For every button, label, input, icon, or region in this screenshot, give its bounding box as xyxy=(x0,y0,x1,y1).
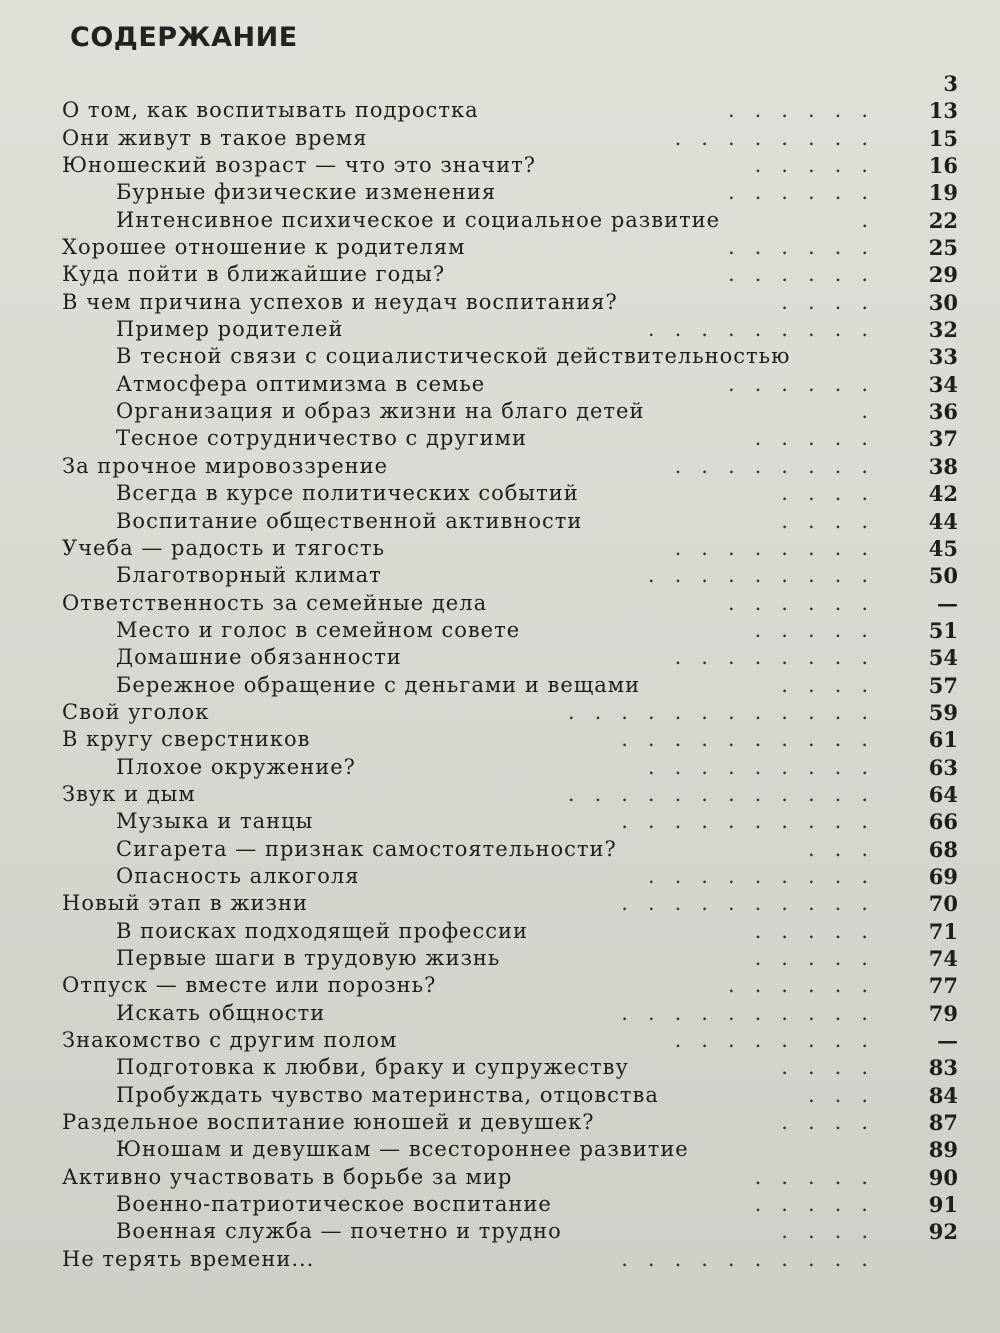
toc-leader-dots: ............ xyxy=(567,699,888,724)
toc-subentry xyxy=(62,1218,958,1245)
toc-page-number: 91 xyxy=(928,1192,958,1218)
toc-leader-dots: ...... xyxy=(727,371,888,396)
toc-leader-dots: ..... xyxy=(754,918,888,943)
toc-leader-dots: .... xyxy=(781,481,888,506)
toc-entry xyxy=(62,1164,958,1191)
toc-leader-dots: ...... xyxy=(727,262,888,287)
toc-page-number: 16 xyxy=(928,153,958,179)
toc-page-number: 54 xyxy=(928,645,958,671)
toc-subentry xyxy=(62,508,958,535)
toc-entry-title: Юношеский возраст — что это значит? xyxy=(62,153,537,178)
toc-leader-dots: ...... xyxy=(727,973,888,998)
toc-entry xyxy=(62,453,958,480)
toc-page-number: 13 xyxy=(928,98,958,124)
toc-subentry xyxy=(62,808,958,835)
toc-page-number: 74 xyxy=(928,946,958,971)
toc-entry-title: Ответственность за семейные дела xyxy=(62,590,488,615)
toc-entry-title: Пример родителей xyxy=(116,317,344,342)
toc-subentry xyxy=(62,1054,958,1081)
toc-leader-dots: .... xyxy=(781,1110,888,1135)
toc-entry-title: Куда пойти в ближайшие годы? xyxy=(62,262,446,287)
toc-leader-dots: .... xyxy=(781,1055,888,1080)
toc-page-number: 15 xyxy=(928,125,958,151)
toc-leader-dots: ..... xyxy=(754,426,888,451)
toc-page-number: 22 xyxy=(928,207,958,233)
toc-subentry xyxy=(62,1136,958,1163)
toc-page-number: 69 xyxy=(928,863,958,889)
toc-subentry xyxy=(62,644,958,671)
toc-page-number: 38 xyxy=(928,453,958,479)
toc-subentry xyxy=(62,371,958,398)
toc-entry-title: Не терять времени... xyxy=(62,1246,315,1271)
toc-entry xyxy=(62,70,958,97)
toc-page-number: 3 xyxy=(943,71,958,96)
toc-leader-dots: ...... xyxy=(727,180,888,205)
toc-page-number: 50 xyxy=(928,563,958,589)
toc-entry xyxy=(62,1109,958,1136)
toc-leader-dots: .......... xyxy=(621,1000,888,1025)
toc-entry xyxy=(62,699,958,726)
toc-subentry xyxy=(62,207,958,234)
toc-entry-title: В тесной связи с социалистической действительностью xyxy=(116,344,791,369)
toc-entry-title: Раздельное воспитание юношей и девушек? xyxy=(62,1110,595,1135)
toc-subentry xyxy=(62,836,958,863)
toc-subentry xyxy=(62,918,958,945)
toc-entry xyxy=(62,1027,958,1054)
toc-leader-dots: . xyxy=(861,399,888,424)
table-of-contents xyxy=(62,70,958,1273)
toc-entry-title: В поисках подходящей профессии xyxy=(116,918,528,943)
toc-page-number: 61 xyxy=(928,727,958,753)
toc-subentry xyxy=(62,863,958,890)
toc-leader-dots: ..... xyxy=(754,946,888,970)
toc-entry-title: Активно участвовать в борьбе за мир xyxy=(62,1164,513,1189)
toc-subentry xyxy=(62,425,958,452)
toc-page-number: 45 xyxy=(928,535,958,561)
toc-subentry xyxy=(62,754,958,781)
toc-entry-title: Они живут в такое время xyxy=(62,125,368,150)
toc-entry xyxy=(62,590,958,617)
toc-leader-dots: ...... xyxy=(727,98,888,123)
toc-page-number: 77 xyxy=(928,973,958,999)
toc-entry-title: Тесное сотрудничество с другими xyxy=(116,426,528,451)
toc-page-number: 71 xyxy=(928,918,958,944)
toc-page-number: 32 xyxy=(928,317,958,343)
toc-entry xyxy=(62,535,958,562)
toc-leader-dots: .... xyxy=(781,1219,888,1244)
toc-leader-dots: .... xyxy=(781,672,888,697)
toc-leader-dots: ........ xyxy=(674,125,888,150)
toc-entry-title: Отпуск — вместе или порознь? xyxy=(62,973,437,998)
toc-entry xyxy=(62,890,958,917)
toc-entry-title: Военная служба — почетно и трудно xyxy=(116,1219,562,1244)
toc-leader-dots: ........ xyxy=(674,535,888,560)
toc-leader-dots: ........ xyxy=(674,1028,888,1053)
toc-page-number: 37 xyxy=(928,426,958,452)
toc-entry-title: Всегда в курсе политических событий xyxy=(116,481,579,506)
toc-page-number: 89 xyxy=(928,1137,958,1163)
toc-entry-title: За прочное мировоззрение xyxy=(62,453,389,478)
toc-entry-title: Место и голос в семейном совете xyxy=(116,617,521,642)
toc-leader-dots: ........ xyxy=(674,645,888,670)
toc-entry-title: Опасность алкоголя xyxy=(116,863,360,888)
toc-subentry xyxy=(62,398,958,425)
toc-leader-dots: .......... xyxy=(621,1246,888,1271)
toc-page-number: 57 xyxy=(928,672,958,698)
toc-entry-title: Плохое окружение? xyxy=(116,754,356,779)
toc-subentry xyxy=(62,316,958,343)
toc-entry-title: Бережное обращение с деньгами и вещами xyxy=(116,672,641,697)
toc-leader-dots: ........ xyxy=(674,453,888,478)
toc-leader-dots: ...... xyxy=(727,235,888,260)
toc-entry-title: В чем причина успехов и неудач воспитания? xyxy=(62,289,618,314)
toc-page-number: 29 xyxy=(928,262,958,288)
toc-page-number: 79 xyxy=(928,1000,958,1026)
toc-leader-dots: ............ xyxy=(567,781,888,806)
toc-entry-title: Знакомство с другим полом xyxy=(62,1028,398,1053)
toc-page-number: 51 xyxy=(928,617,958,643)
toc-subentry xyxy=(62,672,958,699)
toc-page-number: 70 xyxy=(928,891,958,917)
toc-entry-title: Первые шаги в трудовую жизнь xyxy=(116,946,501,970)
toc-page-number: 63 xyxy=(928,754,958,780)
toc-entry-title: Пробуждать чувство материнства, отцовства xyxy=(116,1082,659,1107)
toc-leader-dots: ..... xyxy=(754,153,888,178)
toc-leader-dots: ..... xyxy=(754,1164,888,1189)
toc-entry-title: Новый этап в жизни xyxy=(62,891,308,916)
toc-entry-title: Искать общности xyxy=(116,1000,326,1025)
toc-entry xyxy=(62,234,958,261)
toc-leader-dots: ...... xyxy=(727,590,888,615)
toc-leader-dots: ..... xyxy=(754,1192,888,1217)
toc-page-number: 59 xyxy=(928,699,958,725)
toc-leader-dots: ... xyxy=(807,1082,888,1107)
toc-page-number: 84 xyxy=(928,1082,958,1108)
toc-leader-dots: .......... xyxy=(621,727,888,752)
toc-leader-dots: ... xyxy=(807,836,888,861)
toc-entry-title: Свой уголок xyxy=(62,699,210,724)
toc-page-number: 44 xyxy=(928,508,958,534)
toc-page-number: 87 xyxy=(928,1110,958,1136)
toc-entry xyxy=(62,261,958,288)
toc-page-number: 64 xyxy=(928,781,958,807)
toc-entry xyxy=(62,125,958,152)
toc-entry xyxy=(62,152,958,179)
toc-entry-title: Хорошее отношение к родителям xyxy=(62,235,466,260)
toc-subentry xyxy=(62,617,958,644)
toc-page-number: 83 xyxy=(928,1055,958,1081)
toc-entry xyxy=(62,97,958,124)
toc-page-number: 90 xyxy=(928,1164,958,1190)
toc-page-number: 42 xyxy=(928,481,958,507)
toc-entry-title: Организация и образ жизни на благо детей xyxy=(116,399,645,424)
toc-entry xyxy=(62,972,958,999)
toc-entry xyxy=(62,289,958,316)
toc-entry-title: Интенсивное психическое и социальное развитие xyxy=(116,207,721,232)
toc-entry xyxy=(62,781,958,808)
toc-page-number: 34 xyxy=(928,371,958,397)
toc-entry-title: Подготовка к любви, браку и супружеству xyxy=(116,1055,629,1080)
toc-subentry xyxy=(62,480,958,507)
toc-entry-title: Музыка и танцы xyxy=(116,809,314,834)
toc-page-number: 92 xyxy=(928,1219,958,1245)
toc-subentry xyxy=(62,562,958,589)
toc-page-number: 66 xyxy=(928,809,958,835)
toc-page-number: 33 xyxy=(928,344,958,370)
toc-subentry xyxy=(62,179,958,206)
toc-leader-dots: .......... xyxy=(621,891,888,916)
toc-leader-dots: ......... xyxy=(647,317,888,342)
toc-subentry xyxy=(62,343,958,370)
toc-leader-dots: ......... xyxy=(647,754,888,779)
toc-leader-dots: .... xyxy=(781,289,888,314)
toc-entry xyxy=(62,726,958,753)
toc-leader-dots: .......... xyxy=(621,809,888,834)
toc-page-number: 25 xyxy=(928,235,958,261)
toc-subentry xyxy=(62,1191,958,1218)
toc-leader-dots: ......... xyxy=(647,863,888,888)
toc-leader-dots: . xyxy=(861,207,888,232)
toc-entry-title: Военно-патриотическое воспитание xyxy=(116,1192,552,1217)
toc-leader-dots: ......... xyxy=(647,563,888,588)
toc-leader-dots: .... xyxy=(781,508,888,533)
toc-entry-title: Звук и дым xyxy=(62,781,196,806)
toc-page-number: 68 xyxy=(928,836,958,862)
toc-entry-title: Благотворный климат xyxy=(116,563,382,588)
toc-entry xyxy=(62,1246,958,1273)
toc-entry-title: Юношам и девушкам — всестороннее развитие xyxy=(116,1137,689,1162)
toc-page-number: — xyxy=(937,590,958,616)
toc-entry-title: Бурные физические изменения xyxy=(116,180,497,205)
toc-entry-title: Учеба — радость и тягость xyxy=(62,535,386,560)
toc-entry-title: Домашние обязанности xyxy=(116,645,402,670)
toc-subentry xyxy=(62,1000,958,1027)
toc-entry-title: Сигарета — признак самостоятельности? xyxy=(116,836,617,861)
toc-entry-title: В кругу сверстников xyxy=(62,727,311,752)
toc-page-number: 30 xyxy=(928,289,958,315)
toc-subentry xyxy=(62,1082,958,1109)
toc-leader-dots: ..... xyxy=(754,617,888,642)
toc-page-number: 19 xyxy=(928,180,958,206)
toc-entry-title: О том, как воспитывать подростка xyxy=(62,98,479,123)
toc-entry-title: Воспитание общественной активности xyxy=(116,508,583,533)
toc-entry-title: Атмосфера оптимизма в семье xyxy=(116,371,486,396)
toc-page-number: — xyxy=(937,1028,958,1054)
page-title: СОДЕРЖАНИЕ xyxy=(70,22,298,53)
toc-subentry xyxy=(62,945,958,972)
toc-page-number: 36 xyxy=(928,399,958,425)
